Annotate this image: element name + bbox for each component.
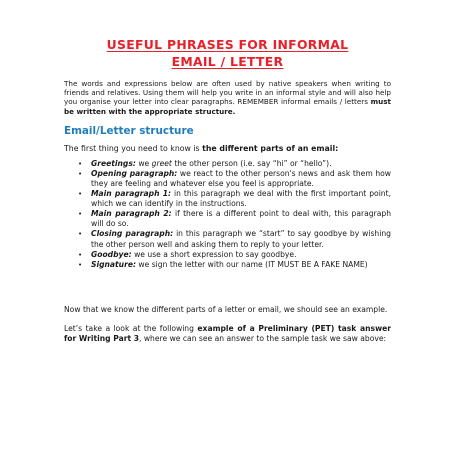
bullet-icon: • [78, 169, 83, 178]
part-pre: we [135, 158, 152, 168]
bullet-icon: • [78, 210, 83, 219]
example-reference-paragraph [64, 324, 391, 344]
lead-paragraph [64, 144, 391, 154]
part-term: Closing paragraph: [91, 229, 174, 239]
part-description: we sign the letter with our name (IT MUST BE A FAKE NAME) [136, 259, 368, 269]
bullet-icon: • [78, 230, 83, 239]
title-line-2: EMAIL / LETTER [171, 54, 284, 69]
part-description: we use a short expression to say goodbye. [131, 249, 297, 259]
bullet-icon: • [78, 190, 83, 199]
intro-paragraph [64, 79, 391, 116]
part-term: Goodbye: [91, 249, 132, 259]
part-emphasis: greet [151, 158, 172, 168]
section-heading: Email/Letter structure [64, 124, 194, 137]
bullet-icon: • [78, 260, 83, 269]
title-line-1: USEFUL PHRASES FOR INFORMAL [106, 37, 349, 52]
list-item [78, 229, 391, 249]
lead-bold-text: the different parts of an email [202, 143, 336, 153]
part-description: the other person (i.e. say “hi” or “hello”). [171, 158, 332, 168]
part-description: we react to the other person's news and ask them how they are feeling and whatever else you feel is appropriate. [91, 168, 391, 188]
intro-text: The words and expressions below are often used by native speakers when writing to friends and relatives. Using them will help you write in an informal style and will also help you organise your letter into clear paragraphs. REMEMBER informal emails / letters [64, 79, 391, 107]
list-item [78, 250, 391, 260]
lead-colon: : [335, 143, 339, 153]
page-title [64, 36, 391, 70]
part-description: in this paragraph we deal with the first important point, which we can identify in the instructions. [91, 189, 392, 209]
part-term: Main paragraph 2: [91, 209, 172, 219]
list-item [78, 169, 391, 189]
lead-text: The first thing you need to know is [64, 143, 203, 153]
para2-text-1: Let’s take a look at the following [64, 323, 198, 333]
list-item [78, 159, 391, 169]
parts-list [64, 159, 391, 270]
list-item [78, 189, 391, 209]
list-item [78, 260, 391, 270]
bullet-icon: • [78, 159, 83, 168]
part-term: Signature: [91, 259, 137, 269]
part-description: if there is a different point to deal with, this paragraph will do so. [91, 209, 392, 229]
intro-bold-text: must be written with the appropriate structure. [64, 97, 391, 116]
para2-bold-text: example of a Preliminary (PET) task answer for Writing Part 3 [64, 323, 391, 343]
part-term: Greetings: [91, 158, 136, 168]
bullet-icon: • [78, 250, 83, 259]
example-intro-paragraph: Now that we know the different parts of a letter or email, we should see an example. [64, 304, 388, 314]
part-term: Opening paragraph: [91, 168, 178, 178]
part-term: Main paragraph 1: [91, 189, 172, 199]
list-item [78, 209, 391, 229]
para2-text-2: , where we can see an answer to the sample task we saw above: [139, 333, 387, 343]
part-description: in this paragraph we “start” to say goodbye by wishing the other person well and asking them to reply to your letter. [91, 229, 391, 249]
